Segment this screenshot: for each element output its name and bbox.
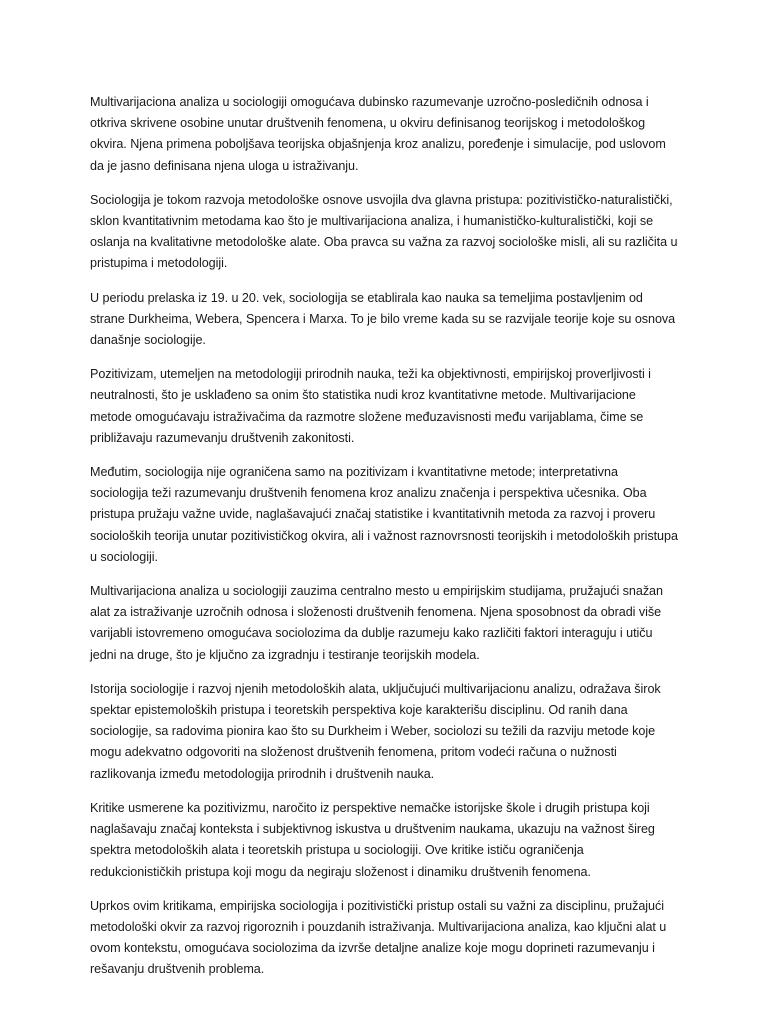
- paragraph: Kritike usmerene ka pozitivizmu, naročito iz perspektive nemačke istorijske škole i drugih pristupa koji naglašavaju značaj konteksta i subjektivnog iskustva u društvenim naukama, ukazuju na važnost šireg spektra metodoloških alata i teoretskih pristupa u sociologiji. Ove kritike ističu ograničenja redukcionističkih pristupa koji mogu da negiraju složenost i dinamiku društvenih fenomena.: [90, 800, 655, 879]
- paragraph: Pozitivizam, utemeljen na metodologiji prirodnih nauka, teži ka objektivnosti, empirijskoj proverljivosti i neutralnosti, što je usklađeno sa onim što statistika nudi kroz kvantitativne metode. Multivarijacione metode omogućavaju istraživačima da razmotre složene međuzavisnosti među varijablama, čime se približavaju razumevanju društvenih zakonitosti.: [90, 367, 651, 445]
- paragraph: Multivarijaciona analiza u sociologiji zauzima centralno mesto u empirijskim studijama, pružajući snažan alat za istraživanje uzročnih odnosa i složenosti društvenih fenomena. Njena sposobnost da obradi više varijabli istovremeno omogućava sociolozima da dublje razumeju kako različiti faktori interaguju i utiču jedni na druge, što je ključno za izgradnju i testiranje teorijskih modela.: [90, 584, 663, 662]
- paragraph: U periodu prelaska iz 19. u 20. vek, sociologija se etablirala kao nauka sa temeljima postavljenim od strane Durkheima, Webera, Spencera i Marxa. To je bilo vreme kada su se razvijale teorije koje su osnova današnje sociologije.: [90, 290, 676, 348]
- paragraph: Multivarijaciona analiza u sociologiji omogućava dubinsko razumevanje uzročno-posledičnih odnosa i otkriva skrivene osobine unutar društvenih fenomena, u okviru definisanog teorijskog i metodološkog okvira. Njena primena poboljšava teorijska objašnjenja kroz analizu, poređenje i simulacije, pod uslovom da je jasno definisana njena uloga u istraživanju.: [90, 95, 666, 173]
- paragraph: Istorija sociologije i razvoj njenih metodoloških alata, uključujući multivarijacionu analizu, odražava širok spektar epistemoloških pristupa i teoretskih perspektiva koje karakterišu disciplinu. Od ranih dana sociologije, sa radovima pionira kao što su Durkheim i Weber, sociolozi su težili da razviju metode koje mogu adekvatno odgovoriti na složenost društvenih fenomena, pritom vodeći računa o nužnosti razlikovanja između metodologija prirodnih i društvenih nauka.: [90, 681, 661, 781]
- document-body: [90, 92, 678, 994]
- paragraph: Sociologija je tokom razvoja metodološke osnove usvojila dva glavna pristupa: pozitivističko-naturalistički, sklon kvantitativnim metodama kao što je multivarijaciona analiza, i humanističko-kulturalistički, koji se oslanja na kvalitativne metodološke alate. Oba pravca su važna za razvoj sociološke misli, ali su različita u pristupima i metodologiji.: [90, 192, 678, 271]
- paragraph: Međutim, sociologija nije ograničena samo na pozitivizam i kvantitativne metode; interpretativna sociologija teži razumevanju društvenih fenomena kroz analizu značenja i perspektiva učesnika. Oba pristupa pružaju važne uvide, naglašavajući značaj statistike i kvantitativnih metoda za razvoj i proveru socioloških teorija unutar pozitivističkog okvira, ali i važnost raznovrsnosti teorijskih i metodoloških pristupa u sociologiji.: [90, 465, 678, 564]
- paragraph: Uprkos ovim kritikama, empirijska sociologija i pozitivistički pristup ostali su važni za disciplinu, pružajući metodološki okvir za razvoj rigoroznih i pouzdanih istraživanja. Multivarijaciona analiza, kao ključni alat u ovom kontekstu, omogućava sociolozima da izvrše detaljne analize koje mogu doprineti razumevanju i rešavanju društvenih problema.: [90, 898, 667, 977]
